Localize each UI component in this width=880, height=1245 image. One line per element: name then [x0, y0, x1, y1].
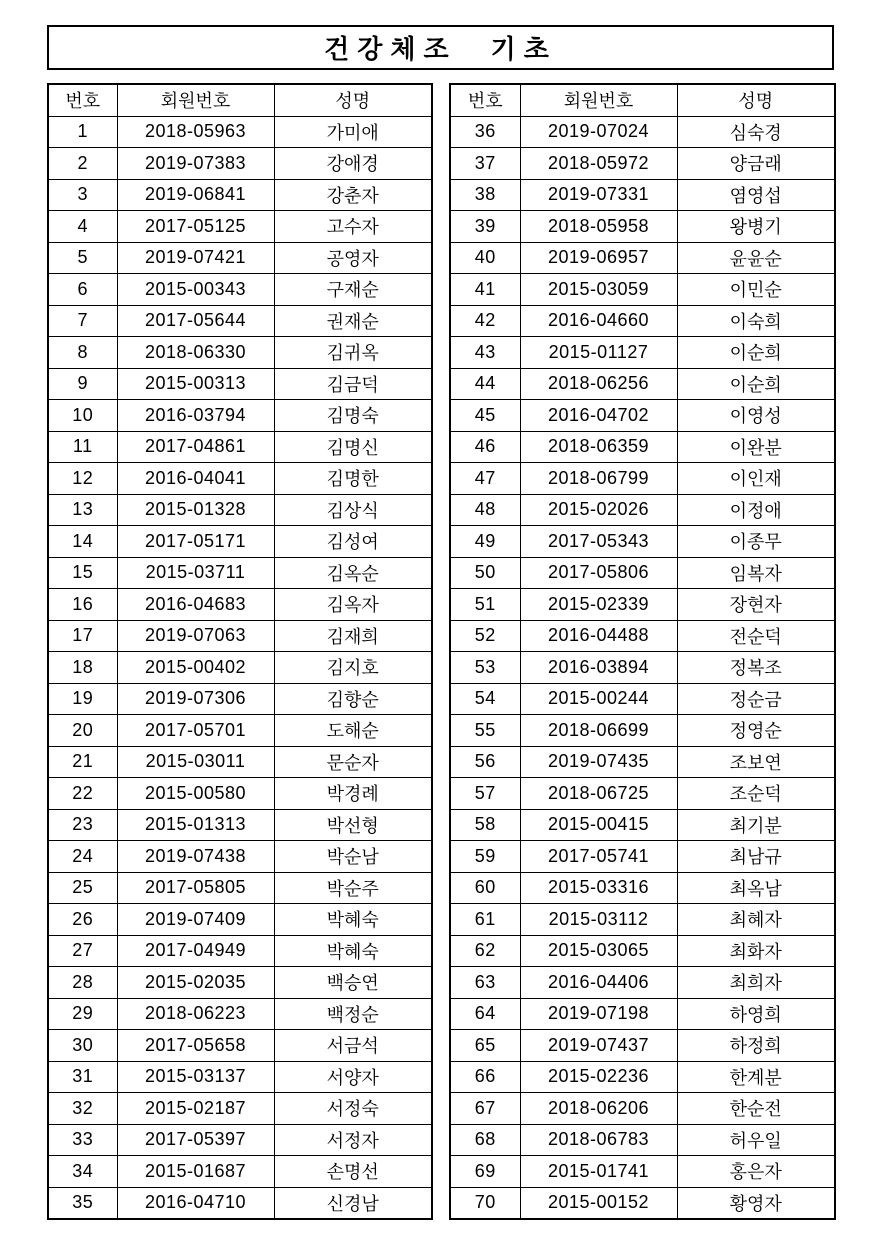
cell-no: 46	[450, 431, 520, 463]
column-header-name: 성명	[677, 84, 835, 116]
table-row	[48, 683, 432, 715]
cell-no: 54	[450, 683, 520, 715]
cell-name: 정순금	[677, 683, 835, 715]
cell-no: 69	[450, 1156, 520, 1188]
cell-name: 문순자	[274, 746, 432, 778]
cell-name: 서정숙	[274, 1093, 432, 1125]
table-row	[450, 400, 835, 432]
cell-member-id: 2015-00313	[117, 368, 274, 400]
table-row	[48, 1156, 432, 1188]
cell-name: 최기분	[677, 809, 835, 841]
cell-member-id: 2017-04861	[117, 431, 274, 463]
table-row	[48, 305, 432, 337]
table-row	[450, 148, 835, 180]
cell-no: 55	[450, 715, 520, 747]
cell-member-id: 2015-01328	[117, 494, 274, 526]
cell-name: 김성여	[274, 526, 432, 558]
cell-no: 70	[450, 1187, 520, 1219]
cell-member-id: 2015-00343	[117, 274, 274, 306]
cell-member-id: 2017-05805	[117, 872, 274, 904]
cell-member-id: 2015-02187	[117, 1093, 274, 1125]
table-row	[48, 809, 432, 841]
cell-no: 52	[450, 620, 520, 652]
cell-member-id: 2019-07024	[520, 116, 677, 148]
cell-no: 63	[450, 967, 520, 999]
table-row	[48, 400, 432, 432]
column-header-no: 번호	[48, 84, 117, 116]
table-row	[450, 1187, 835, 1219]
cell-no: 13	[48, 494, 117, 526]
cell-member-id: 2015-00402	[117, 652, 274, 684]
cell-no: 10	[48, 400, 117, 432]
cell-name: 홍은자	[677, 1156, 835, 1188]
cell-name: 최옥남	[677, 872, 835, 904]
column-header-no: 번호	[450, 84, 520, 116]
table-row	[450, 715, 835, 747]
table-header-row	[450, 84, 835, 116]
table-row	[48, 778, 432, 810]
table-row	[450, 1030, 835, 1062]
cell-no: 20	[48, 715, 117, 747]
cell-name: 김옥순	[274, 557, 432, 589]
cell-member-id: 2015-01313	[117, 809, 274, 841]
table-row	[48, 1187, 432, 1219]
cell-no: 17	[48, 620, 117, 652]
cell-member-id: 2018-06206	[520, 1093, 677, 1125]
cell-member-id: 2015-00415	[520, 809, 677, 841]
cell-name: 서정자	[274, 1124, 432, 1156]
cell-no: 48	[450, 494, 520, 526]
cell-no: 21	[48, 746, 117, 778]
cell-member-id: 2017-05741	[520, 841, 677, 873]
cell-no: 57	[450, 778, 520, 810]
cell-no: 2	[48, 148, 117, 180]
cell-member-id: 2016-04710	[117, 1187, 274, 1219]
table-row	[450, 337, 835, 369]
cell-name: 김상식	[274, 494, 432, 526]
cell-name: 이인재	[677, 463, 835, 495]
column-header-member-id: 회원번호	[520, 84, 677, 116]
cell-name: 최남규	[677, 841, 835, 873]
cell-member-id: 2017-05644	[117, 305, 274, 337]
cell-name: 조보연	[677, 746, 835, 778]
cell-member-id: 2018-06223	[117, 998, 274, 1030]
table-row	[48, 1093, 432, 1125]
cell-name: 서양자	[274, 1061, 432, 1093]
cell-name: 허우일	[677, 1124, 835, 1156]
cell-member-id: 2017-05806	[520, 557, 677, 589]
cell-name: 염영섭	[677, 179, 835, 211]
cell-member-id: 2016-03894	[520, 652, 677, 684]
cell-member-id: 2015-03711	[117, 557, 274, 589]
table-row	[450, 463, 835, 495]
cell-no: 5	[48, 242, 117, 274]
cell-name: 김향순	[274, 683, 432, 715]
cell-member-id: 2018-05958	[520, 211, 677, 243]
cell-no: 24	[48, 841, 117, 873]
column-header-member-id: 회원번호	[117, 84, 274, 116]
cell-no: 38	[450, 179, 520, 211]
roster-body-right	[450, 116, 835, 1219]
cell-no: 61	[450, 904, 520, 936]
cell-member-id: 2016-04702	[520, 400, 677, 432]
roster-table-right	[449, 83, 836, 1220]
cell-no: 43	[450, 337, 520, 369]
cell-name: 강애경	[274, 148, 432, 180]
table-row	[48, 1030, 432, 1062]
cell-name: 이종무	[677, 526, 835, 558]
cell-no: 56	[450, 746, 520, 778]
cell-name: 황영자	[677, 1187, 835, 1219]
table-row	[450, 305, 835, 337]
cell-no: 1	[48, 116, 117, 148]
cell-name: 최화자	[677, 935, 835, 967]
cell-name: 심숙경	[677, 116, 835, 148]
column-header-name: 성명	[274, 84, 432, 116]
cell-member-id: 2019-07437	[520, 1030, 677, 1062]
cell-member-id: 2017-05171	[117, 526, 274, 558]
cell-no: 23	[48, 809, 117, 841]
table-row	[48, 211, 432, 243]
table-row	[450, 557, 835, 589]
table-row	[450, 526, 835, 558]
cell-member-id: 2015-00244	[520, 683, 677, 715]
table-row	[450, 368, 835, 400]
cell-member-id: 2019-07438	[117, 841, 274, 873]
cell-name: 최희자	[677, 967, 835, 999]
table-row	[450, 809, 835, 841]
table-row	[48, 494, 432, 526]
cell-member-id: 2016-03794	[117, 400, 274, 432]
cell-member-id: 2019-06957	[520, 242, 677, 274]
cell-name: 이완분	[677, 431, 835, 463]
cell-no: 22	[48, 778, 117, 810]
cell-name: 김명신	[274, 431, 432, 463]
cell-no: 16	[48, 589, 117, 621]
cell-member-id: 2016-04488	[520, 620, 677, 652]
table-row	[48, 179, 432, 211]
cell-no: 53	[450, 652, 520, 684]
cell-member-id: 2018-05972	[520, 148, 677, 180]
cell-no: 27	[48, 935, 117, 967]
cell-name: 이순희	[677, 337, 835, 369]
cell-member-id: 2018-06330	[117, 337, 274, 369]
table-row	[450, 242, 835, 274]
cell-no: 65	[450, 1030, 520, 1062]
cell-no: 59	[450, 841, 520, 873]
cell-name: 박혜숙	[274, 904, 432, 936]
table-row	[48, 589, 432, 621]
table-row	[48, 431, 432, 463]
cell-member-id: 2019-07383	[117, 148, 274, 180]
table-row	[450, 778, 835, 810]
cell-no: 35	[48, 1187, 117, 1219]
table-row	[48, 337, 432, 369]
cell-member-id: 2017-05701	[117, 715, 274, 747]
cell-member-id: 2019-07331	[520, 179, 677, 211]
cell-member-id: 2019-07409	[117, 904, 274, 936]
cell-member-id: 2015-03137	[117, 1061, 274, 1093]
cell-name: 정영순	[677, 715, 835, 747]
table-row	[450, 179, 835, 211]
table-row	[450, 211, 835, 243]
cell-member-id: 2015-03316	[520, 872, 677, 904]
cell-no: 34	[48, 1156, 117, 1188]
cell-no: 40	[450, 242, 520, 274]
table-row	[48, 715, 432, 747]
cell-name: 전순덕	[677, 620, 835, 652]
cell-name: 김재희	[274, 620, 432, 652]
cell-no: 15	[48, 557, 117, 589]
table-row	[48, 1061, 432, 1093]
cell-name: 김귀옥	[274, 337, 432, 369]
table-row	[48, 967, 432, 999]
cell-no: 68	[450, 1124, 520, 1156]
table-row	[450, 620, 835, 652]
table-row	[48, 872, 432, 904]
cell-member-id: 2018-06699	[520, 715, 677, 747]
cell-name: 박경례	[274, 778, 432, 810]
cell-no: 6	[48, 274, 117, 306]
table-row	[450, 967, 835, 999]
cell-no: 14	[48, 526, 117, 558]
cell-no: 11	[48, 431, 117, 463]
cell-name: 이민순	[677, 274, 835, 306]
cell-member-id: 2015-00580	[117, 778, 274, 810]
title-box	[47, 25, 834, 70]
table-row	[48, 148, 432, 180]
table-row	[450, 494, 835, 526]
cell-name: 손명선	[274, 1156, 432, 1188]
cell-no: 62	[450, 935, 520, 967]
cell-name: 이영성	[677, 400, 835, 432]
cell-member-id: 2017-05397	[117, 1124, 274, 1156]
table-row	[450, 1061, 835, 1093]
cell-name: 정복조	[677, 652, 835, 684]
roster-table-left	[47, 83, 433, 1220]
cell-name: 왕병기	[677, 211, 835, 243]
cell-no: 44	[450, 368, 520, 400]
table-row	[450, 872, 835, 904]
table-row	[48, 368, 432, 400]
cell-name: 하정희	[677, 1030, 835, 1062]
cell-name: 김명한	[274, 463, 432, 495]
table-row	[450, 1093, 835, 1125]
cell-name: 한계분	[677, 1061, 835, 1093]
cell-member-id: 2018-05963	[117, 116, 274, 148]
cell-no: 7	[48, 305, 117, 337]
cell-name: 김명숙	[274, 400, 432, 432]
table-header-row	[48, 84, 432, 116]
cell-member-id: 2015-02339	[520, 589, 677, 621]
cell-name: 서금석	[274, 1030, 432, 1062]
cell-no: 58	[450, 809, 520, 841]
cell-member-id: 2015-01741	[520, 1156, 677, 1188]
cell-name: 이숙희	[677, 305, 835, 337]
cell-member-id: 2015-02236	[520, 1061, 677, 1093]
cell-no: 26	[48, 904, 117, 936]
cell-member-id: 2015-03112	[520, 904, 677, 936]
cell-member-id: 2017-04949	[117, 935, 274, 967]
cell-member-id: 2015-02035	[117, 967, 274, 999]
cell-member-id: 2016-04683	[117, 589, 274, 621]
cell-no: 31	[48, 1061, 117, 1093]
cell-member-id: 2015-01687	[117, 1156, 274, 1188]
cell-name: 박선형	[274, 809, 432, 841]
cell-member-id: 2016-04041	[117, 463, 274, 495]
table-row	[48, 526, 432, 558]
cell-no: 39	[450, 211, 520, 243]
cell-no: 33	[48, 1124, 117, 1156]
cell-member-id: 2015-03011	[117, 746, 274, 778]
table-row	[48, 557, 432, 589]
table-row	[450, 1156, 835, 1188]
table-row	[450, 904, 835, 936]
table-row	[48, 652, 432, 684]
cell-name: 가미애	[274, 116, 432, 148]
cell-member-id: 2018-06799	[520, 463, 677, 495]
cell-no: 25	[48, 872, 117, 904]
table-row	[450, 683, 835, 715]
table-row	[48, 620, 432, 652]
table-row	[48, 116, 432, 148]
cell-member-id: 2018-06359	[520, 431, 677, 463]
roster-body-left	[48, 116, 432, 1219]
cell-name: 백정순	[274, 998, 432, 1030]
cell-name: 김옥자	[274, 589, 432, 621]
cell-name: 신경남	[274, 1187, 432, 1219]
cell-no: 67	[450, 1093, 520, 1125]
cell-name: 백승연	[274, 967, 432, 999]
table-row	[450, 274, 835, 306]
cell-member-id: 2015-03065	[520, 935, 677, 967]
table-row	[48, 746, 432, 778]
cell-member-id: 2015-02026	[520, 494, 677, 526]
table-row	[450, 841, 835, 873]
table-row	[450, 998, 835, 1030]
cell-no: 37	[450, 148, 520, 180]
table-row	[450, 746, 835, 778]
cell-no: 19	[48, 683, 117, 715]
table-row	[450, 1124, 835, 1156]
cell-name: 박혜숙	[274, 935, 432, 967]
table-row	[48, 935, 432, 967]
cell-member-id: 2017-05125	[117, 211, 274, 243]
cell-member-id: 2018-06725	[520, 778, 677, 810]
cell-no: 49	[450, 526, 520, 558]
cell-no: 42	[450, 305, 520, 337]
cell-name: 최혜자	[677, 904, 835, 936]
table-row	[48, 904, 432, 936]
page-title: 건강체조 기초	[324, 35, 557, 65]
cell-no: 18	[48, 652, 117, 684]
cell-name: 김금덕	[274, 368, 432, 400]
cell-no: 12	[48, 463, 117, 495]
cell-no: 4	[48, 211, 117, 243]
cell-no: 45	[450, 400, 520, 432]
cell-name: 한순전	[677, 1093, 835, 1125]
cell-member-id: 2019-07306	[117, 683, 274, 715]
cell-no: 41	[450, 274, 520, 306]
cell-no: 47	[450, 463, 520, 495]
table-row	[450, 589, 835, 621]
table-row	[450, 431, 835, 463]
cell-name: 하영희	[677, 998, 835, 1030]
cell-member-id: 2018-06783	[520, 1124, 677, 1156]
table-row	[48, 463, 432, 495]
cell-no: 30	[48, 1030, 117, 1062]
cell-name: 도해순	[274, 715, 432, 747]
cell-no: 28	[48, 967, 117, 999]
cell-member-id: 2015-03059	[520, 274, 677, 306]
cell-name: 임복자	[677, 557, 835, 589]
cell-name: 양금래	[677, 148, 835, 180]
cell-name: 이순희	[677, 368, 835, 400]
cell-no: 66	[450, 1061, 520, 1093]
cell-member-id: 2018-06256	[520, 368, 677, 400]
cell-member-id: 2019-07421	[117, 242, 274, 274]
cell-name: 고수자	[274, 211, 432, 243]
table-row	[48, 841, 432, 873]
cell-name: 권재순	[274, 305, 432, 337]
table-row	[48, 242, 432, 274]
cell-name: 이정애	[677, 494, 835, 526]
cell-name: 강춘자	[274, 179, 432, 211]
cell-member-id: 2015-01127	[520, 337, 677, 369]
cell-name: 구재순	[274, 274, 432, 306]
cell-no: 8	[48, 337, 117, 369]
cell-member-id: 2019-06841	[117, 179, 274, 211]
cell-member-id: 2017-05343	[520, 526, 677, 558]
cell-member-id: 2019-07063	[117, 620, 274, 652]
table-row	[48, 274, 432, 306]
cell-no: 50	[450, 557, 520, 589]
cell-member-id: 2015-00152	[520, 1187, 677, 1219]
cell-member-id: 2016-04660	[520, 305, 677, 337]
table-row	[48, 998, 432, 1030]
cell-name: 장현자	[677, 589, 835, 621]
cell-name: 공영자	[274, 242, 432, 274]
cell-name: 윤윤순	[677, 242, 835, 274]
cell-no: 29	[48, 998, 117, 1030]
cell-no: 9	[48, 368, 117, 400]
cell-member-id: 2016-04406	[520, 967, 677, 999]
cell-name: 박순주	[274, 872, 432, 904]
table-row	[48, 1124, 432, 1156]
cell-no: 51	[450, 589, 520, 621]
cell-no: 32	[48, 1093, 117, 1125]
cell-no: 3	[48, 179, 117, 211]
table-row	[450, 935, 835, 967]
cell-member-id: 2019-07198	[520, 998, 677, 1030]
cell-no: 64	[450, 998, 520, 1030]
table-row	[450, 652, 835, 684]
cell-member-id: 2019-07435	[520, 746, 677, 778]
cell-member-id: 2017-05658	[117, 1030, 274, 1062]
cell-no: 60	[450, 872, 520, 904]
table-row	[450, 116, 835, 148]
cell-name: 김지호	[274, 652, 432, 684]
cell-no: 36	[450, 116, 520, 148]
cell-name: 박순남	[274, 841, 432, 873]
cell-name: 조순덕	[677, 778, 835, 810]
